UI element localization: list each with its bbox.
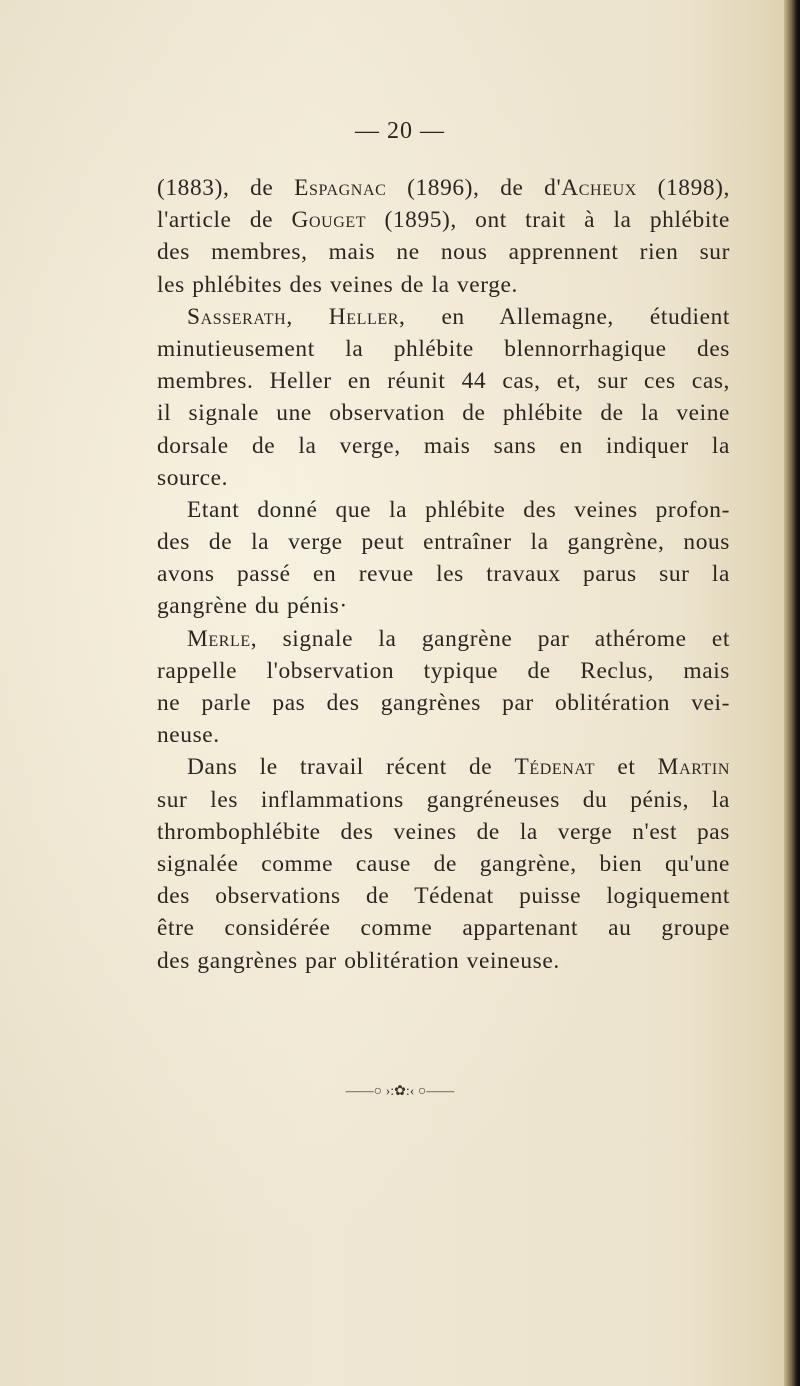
end-ornament: ——○ ›:✿:‹ ○—— [345,1084,455,1099]
text-line: membres. Heller en réunit 44 cas, et, sur ces cas, [157,368,730,395]
text-line: dorsale de la verge, mais sans en indiquer la [157,432,730,459]
text-line: (1883), de Espagnac (1896), de d'Acheux (1898), [157,175,730,201]
text-line: Etant donné que la phlébite des veines profon- [187,496,730,523]
text-line: thrombophlébite des veines de la verge n'est pas [157,818,730,845]
text-line: l'article de Gouget (1895), ont trait à la phlébite [157,207,730,234]
paragraph-1 [157,172,730,301]
text-line: ne parle pas des gangrènes par oblitération vei- [157,690,730,716]
text-line: les phlébites des veines de la verge. [157,271,518,298]
text-line: minutieusement la phlébite blennorrhagique des [157,335,730,362]
text-line: des membres, mais ne nous apprennent rien sur [157,239,730,266]
text-line: des de la verge peut entraîner la gangrène, nous [157,529,730,556]
page-edge-shadow [784,0,800,1386]
text-line: des observations de Tédenat puisse logiquement [157,883,730,910]
page-number: — 20 — [355,118,445,144]
text-line: Sasserath, Heller, en Allemagne, étudient [187,303,731,330]
text-line: sur les inflammations gangréneuses du pénis, la [157,786,730,813]
paragraph-5 [157,751,730,976]
text-line: Dans le travail récent de Tédenat et Martin [187,754,730,781]
text-line: avons passé en revue les travaux parus sur la [157,561,730,588]
text-line: source. [157,464,229,491]
paragraph-3 [157,494,730,623]
text-line: neuse. [157,722,220,749]
text-line: Merle, signale la gangrène par athérome et [187,625,730,652]
text-line: des gangrènes par oblitération veineuse. [157,947,560,974]
text-line: être considérée comme appartenant au groupe [157,915,730,942]
paragraph-4 [157,623,730,752]
text-line: il signale une observation de phlébite de la veine [157,400,730,427]
body-text [157,172,730,977]
text-line: rappelle l'observation typique de Reclus, mais [157,657,730,684]
text-line: gangrène du pénis· [157,593,348,620]
text-line: signalée comme cause de gangrène, bien qu'une [157,850,730,877]
paragraph-2 [157,301,730,494]
